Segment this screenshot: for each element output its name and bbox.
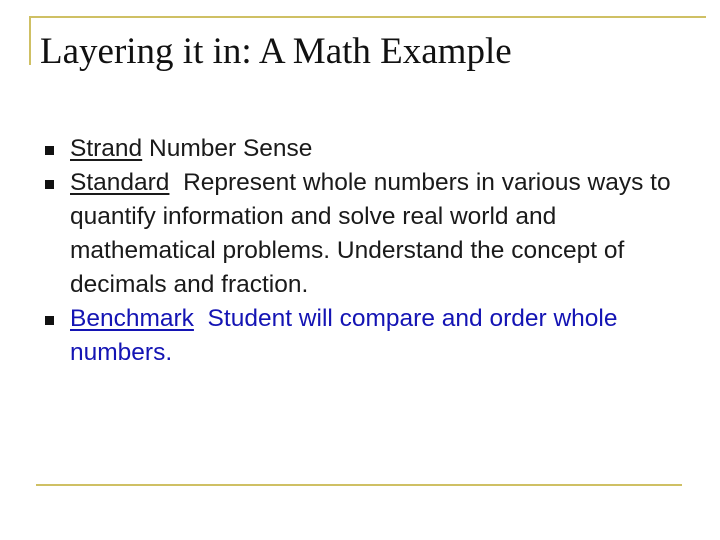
frame-bottom-rule — [36, 484, 682, 486]
bullet-term: Benchmark — [70, 305, 194, 332]
bullet-text: Number Sense — [149, 135, 313, 162]
bullet-standard — [44, 166, 694, 302]
bullet-strand — [44, 132, 694, 166]
frame-top-rule — [29, 16, 706, 18]
bullet-text: Represent whole numbers in various ways to quantify information and solve real world and mathematical problems. Understand the concept of decimals and fraction. — [70, 169, 671, 298]
square-bullet-icon — [45, 146, 54, 155]
frame-left-rule — [29, 16, 31, 65]
bullet-term: Strand — [70, 135, 143, 162]
square-bullet-icon — [45, 316, 54, 325]
bullet-benchmark — [44, 302, 694, 370]
slide-title: Layering it in: A Math Example — [40, 31, 512, 72]
bullet-text: Student will compare and order whole numbers. — [70, 305, 618, 366]
square-bullet-icon — [45, 180, 54, 189]
bullet-list — [44, 132, 694, 370]
bullet-term: Standard — [70, 169, 170, 196]
